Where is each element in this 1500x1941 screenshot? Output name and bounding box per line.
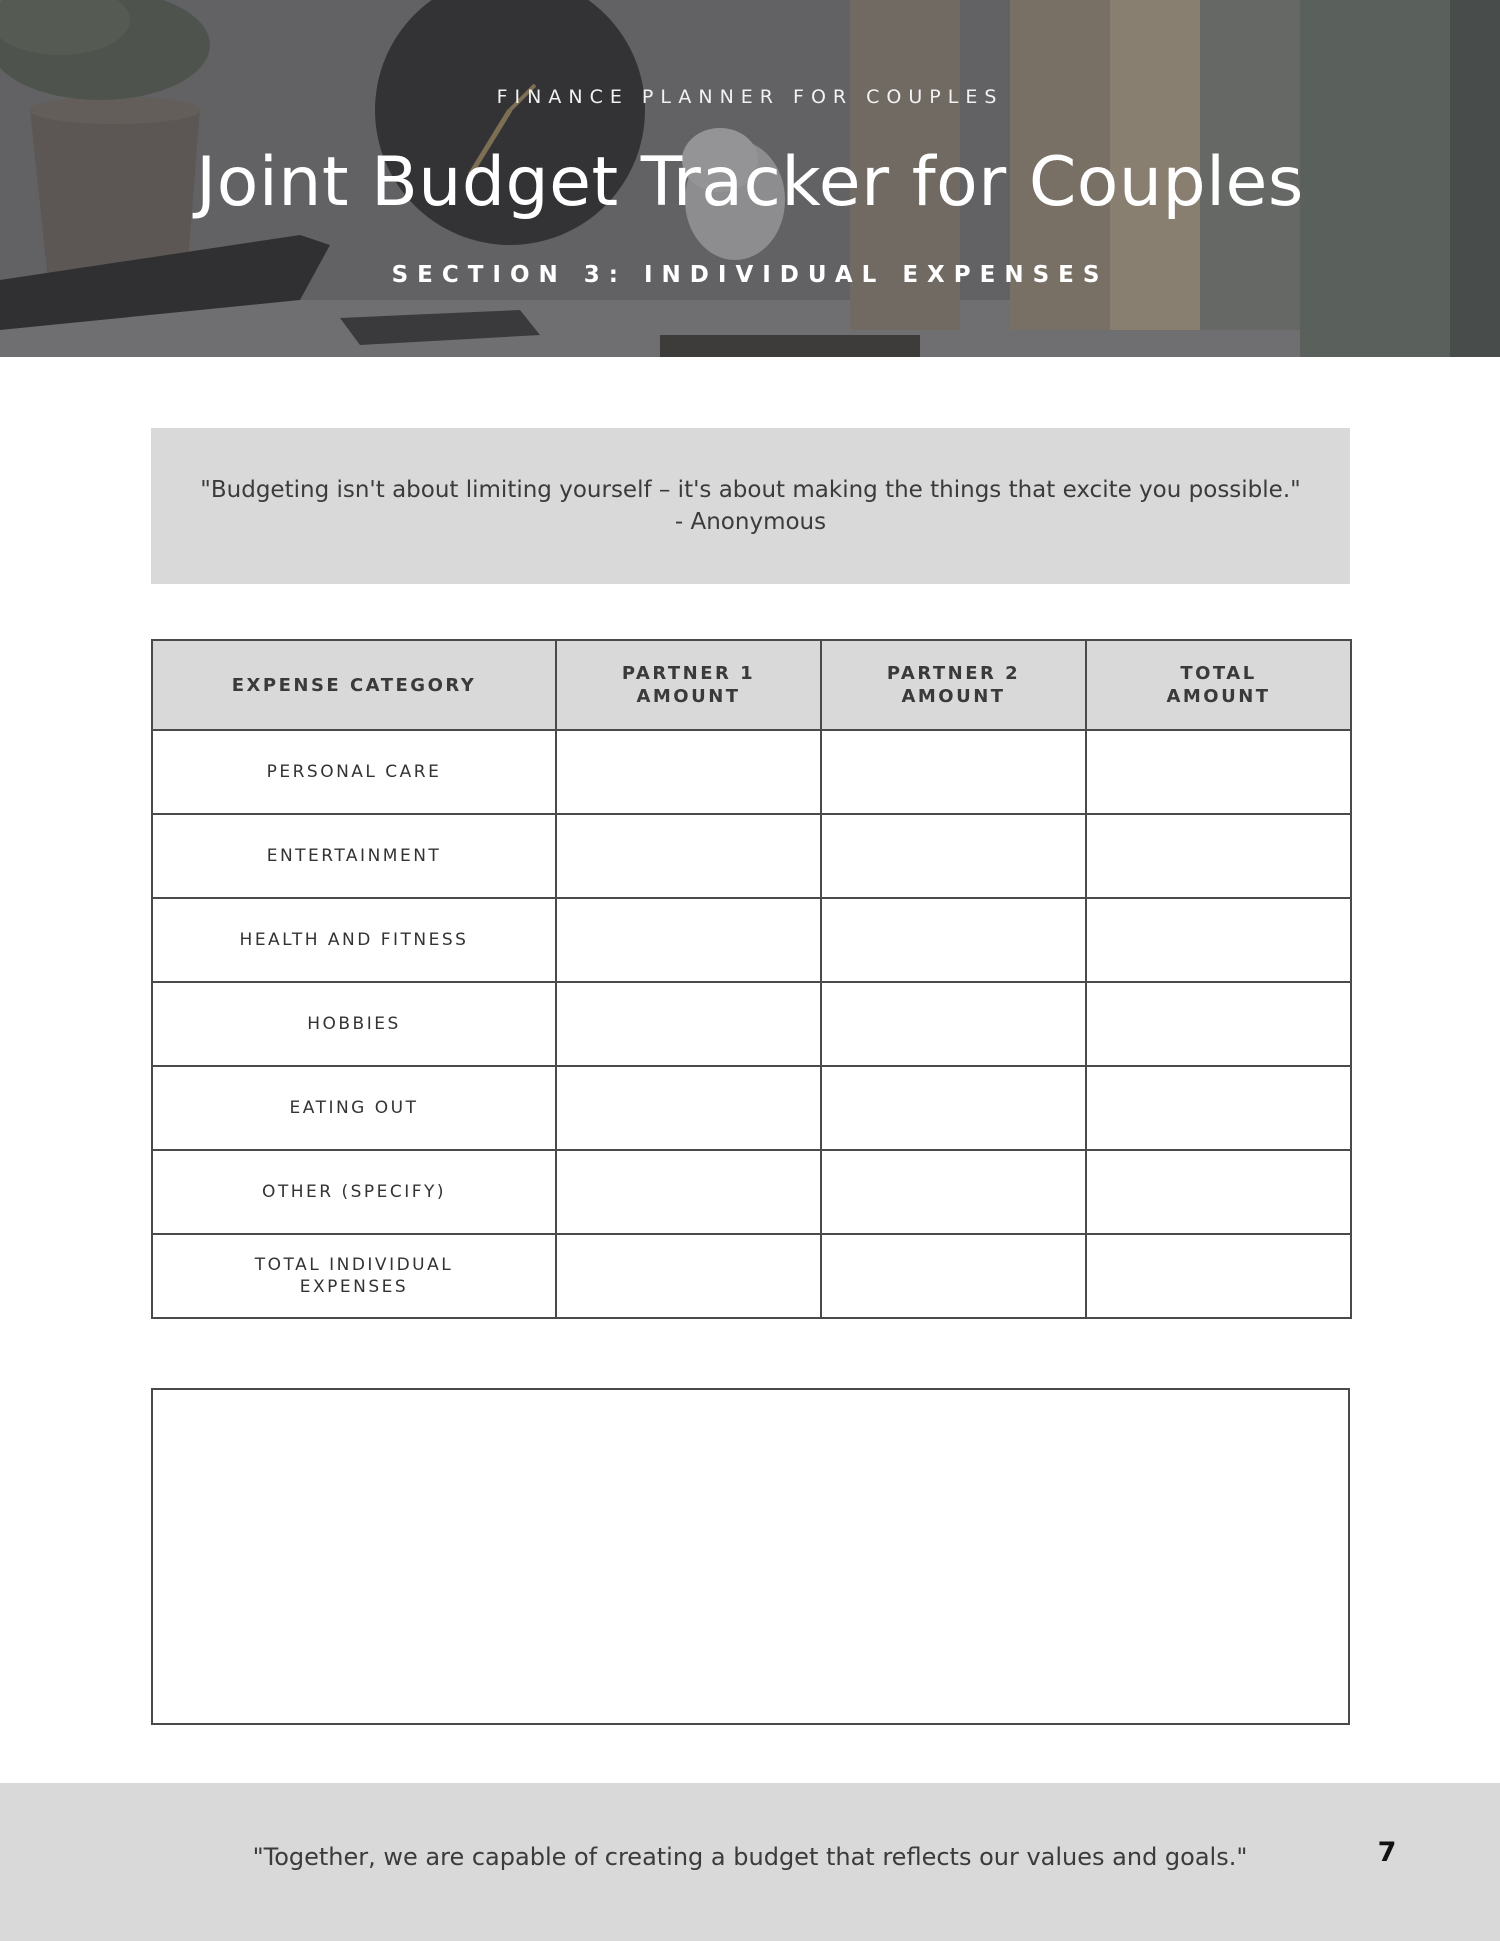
category-cell [152,730,556,814]
partner-1-amount-cell[interactable] [556,814,821,898]
footer-quote: "Together, we are capable of creating a budget that reflects our values and goals." [252,1843,1248,1871]
category-label: HOBBIES [307,1014,401,1034]
table-row [152,898,1351,982]
header-label: EXPENSE CATEGORY [231,674,477,696]
notes-box[interactable] [151,1388,1350,1725]
partner-2-amount-cell[interactable] [821,1066,1086,1150]
partner-2-amount-cell[interactable] [821,1150,1086,1234]
page-number: 7 [1377,1837,1397,1868]
table-row [152,814,1351,898]
category-label: EATING OUT [289,1098,419,1118]
partner-2-amount-cell[interactable] [821,1234,1086,1318]
category-cell [152,1234,556,1318]
partner-1-amount-cell[interactable] [556,1150,821,1234]
table-row-total [152,1234,1351,1318]
category-label: TOTAL INDIVIDUAL [254,1255,454,1275]
footer [0,1783,1500,1941]
category-cell [152,814,556,898]
header-label: TOTAL [1180,663,1257,684]
column-header-partner-2-amount [821,640,1086,730]
header-label: AMOUNT [1166,686,1271,707]
partner-2-amount-cell[interactable] [821,814,1086,898]
total-amount-cell[interactable] [1086,1150,1351,1234]
partner-1-amount-cell[interactable] [556,730,821,814]
category-label: PERSONAL CARE [266,762,442,782]
partner-2-amount-cell[interactable] [821,730,1086,814]
table-header-row [152,640,1351,730]
table-row [152,1150,1351,1234]
header-label: PARTNER 2 [886,663,1021,684]
partner-1-amount-cell[interactable] [556,1234,821,1318]
category-cell [152,1150,556,1234]
header-banner [0,0,1500,357]
category-cell [152,898,556,982]
table-row [152,1066,1351,1150]
quote-text [200,474,1300,538]
table-row [152,982,1351,1066]
column-header-expense-category [152,640,556,730]
partner-1-amount-cell[interactable] [556,898,821,982]
document-kicker: FINANCE PLANNER FOR COUPLES [496,86,1004,108]
section-heading: SECTION 3: INDIVIDUAL EXPENSES [391,262,1109,288]
category-label: EXPENSES [299,1277,409,1297]
partner-1-amount-cell[interactable] [556,982,821,1066]
page-title: Joint Budget Tracker for Couples [196,143,1304,222]
quote-box [151,428,1350,584]
category-label: HEALTH AND FITNESS [239,930,469,950]
partner-1-amount-cell[interactable] [556,1066,821,1150]
column-header-total-amount [1086,640,1351,730]
table-row [152,730,1351,814]
category-cell [152,982,556,1066]
header-label: AMOUNT [901,686,1006,707]
total-amount-cell[interactable] [1086,1234,1351,1318]
total-amount-cell[interactable] [1086,898,1351,982]
category-label: OTHER (SPECIFY) [261,1182,447,1202]
total-amount-cell[interactable] [1086,730,1351,814]
total-amount-cell[interactable] [1086,982,1351,1066]
partner-2-amount-cell[interactable] [821,982,1086,1066]
quote-author: - Anonymous [674,509,827,535]
partner-2-amount-cell[interactable] [821,898,1086,982]
expense-table [151,639,1352,1319]
total-amount-cell[interactable] [1086,1066,1351,1150]
category-label: ENTERTAINMENT [266,846,442,866]
header-label: PARTNER 1 [621,663,756,684]
header-label: AMOUNT [636,686,741,707]
category-cell [152,1066,556,1150]
column-header-partner-1-amount [556,640,821,730]
total-amount-cell[interactable] [1086,814,1351,898]
quote-line: "Budgeting isn't about limiting yourself – it's about making the things that excite you possible." [200,477,1301,503]
